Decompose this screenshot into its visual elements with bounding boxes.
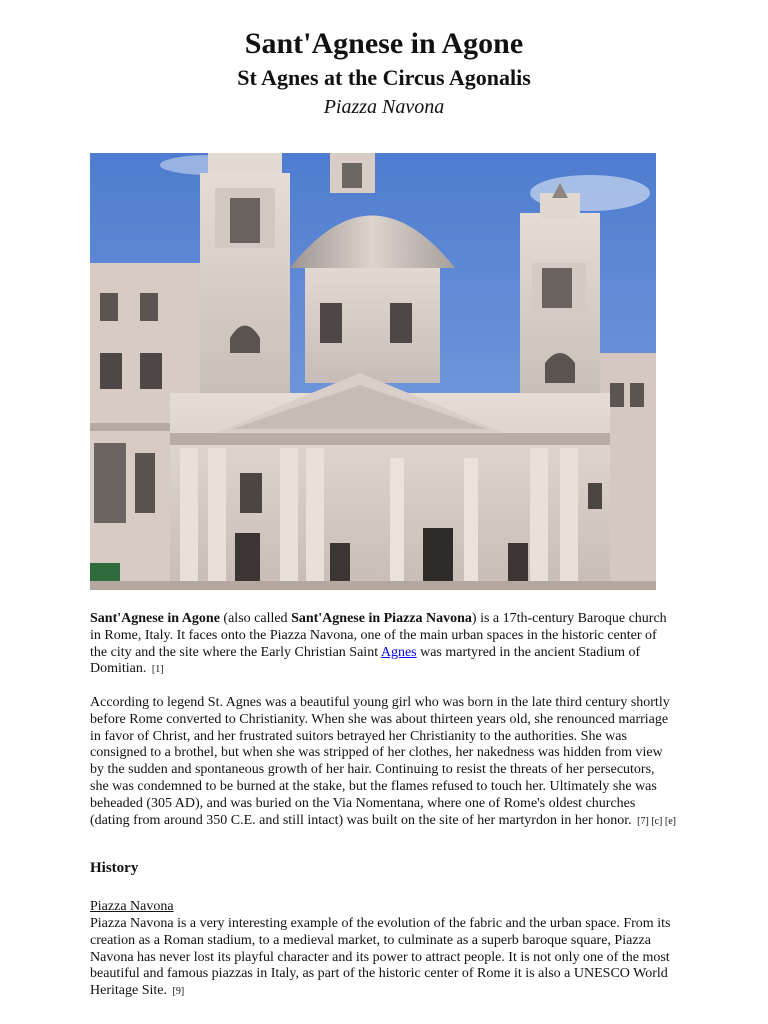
church-photo <box>90 153 656 590</box>
piazza-paragraph <box>90 916 676 1001</box>
legend-text: According to legend St. Agnes was a beautiful young girl who was born in the late third century shortly before Rome converted to Christianity. When she was about thirteen years old, she renounced marriage in favor of Christ, and her frustrated suitors betrayed her Christianity to the authorities. She was consigned to a brothel, but when she was stripped of her clothes, her nakedness was hidden from view by the sudden and spontaneous growth of her hair. Continuing to resist the threats of her persecutors, she was condemned to be burned at the stake, but the flames refused to touch her. Ultimately she was beheaded (305 AD), and was buried on the Via Nomentana, where one of Rome's oldest churches (dating from around 350 C.E. and still intact) was built on the site of her martyrdon in her honor. <box>90 695 670 828</box>
piazza-text: Piazza Navona is a very interesting example of the evolution of the fabric and the urban space. From its creation as a Roman stadium, to a medieval market, to culminate as a superb baroque square, Piazza Navona has never lost its playful character and its power to attract people. It is not only one of the most beautiful and famous piazzas in Italy, as part of the historic center of Rome it is also a UNESCO World Heritage Site. <box>90 916 671 999</box>
citation: [7] [c] [e] <box>637 815 676 827</box>
church-name: Sant'Agnese in Agone <box>90 611 220 626</box>
intro-text-3: was martyred in the ancient Stadium of Domitian. <box>90 644 641 677</box>
legend-paragraph <box>90 695 676 830</box>
history-heading: History <box>90 860 139 876</box>
citation: [9] <box>172 986 185 998</box>
agnes-link[interactable]: Agnes <box>380 644 417 660</box>
page-title: Sant'Agnese in Agone <box>244 27 524 60</box>
citation: [1] <box>151 664 164 676</box>
piazza-navona-subheading: Piazza Navona <box>90 899 174 914</box>
page-location: Piazza Navona <box>323 96 445 118</box>
page-subtitle: St Agnes at the Circus Agonalis <box>237 65 531 90</box>
intro-text-1: (also called <box>219 611 292 626</box>
intro-paragraph <box>90 611 676 679</box>
intro-text-2: ) is a 17th-century Baroque church in Rome, Italy. It faces onto the Piazza Navona, one of the main urban spaces in the historic center of the city and the site where the Early Christian Saint <box>90 611 667 660</box>
church-alt-name: Sant'Agnese in Piazza Navona <box>291 611 472 626</box>
